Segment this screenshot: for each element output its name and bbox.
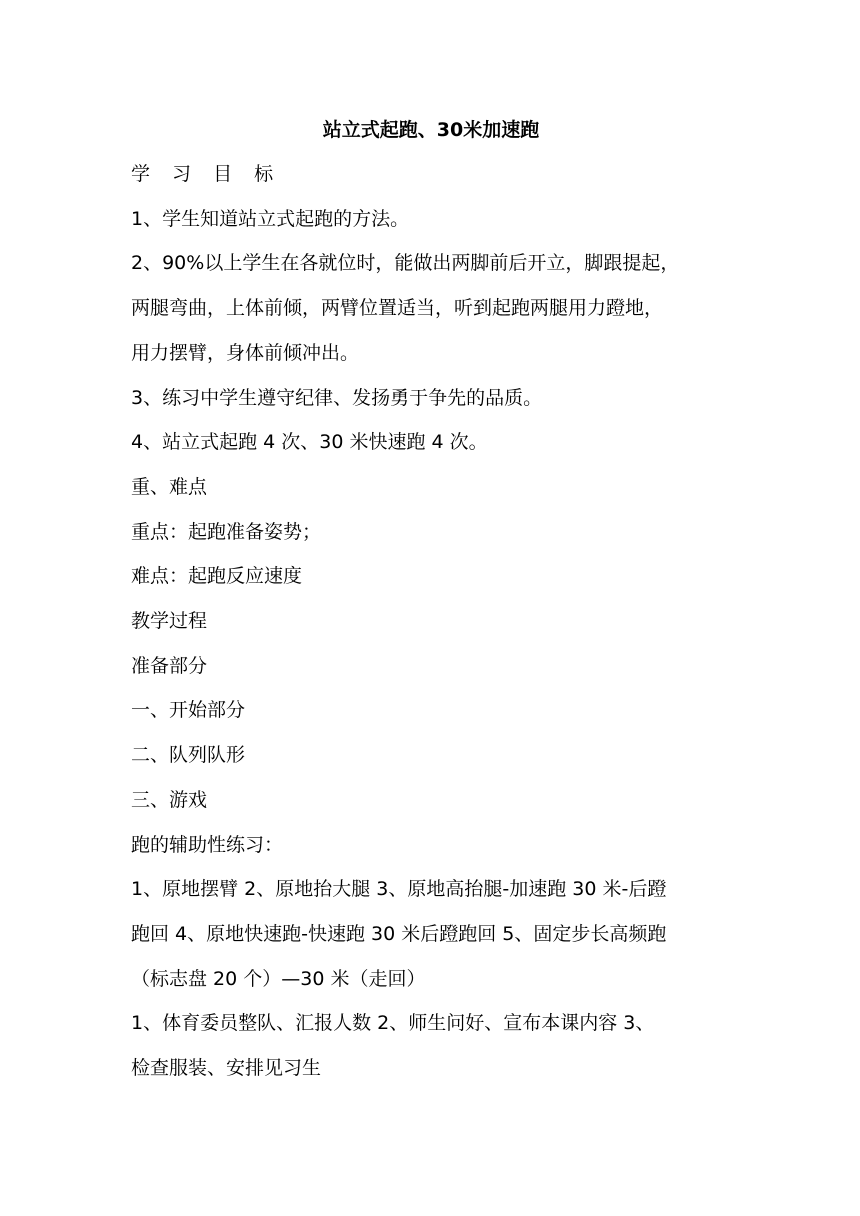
routine-list [131, 1001, 731, 1090]
objective-item-1: 1、学生知道站立式起跑的方法。 [131, 207, 410, 230]
objective-item-2-line: 用力摆臂，身体前倾冲出。 [131, 341, 360, 364]
objective-item-3: 3、练习中学生遵守纪律、发扬勇于争先的品质。 [131, 386, 543, 409]
keypoint-text: 重点：起跑准备姿势； [131, 520, 322, 543]
objective-item-2-line: 两腿弯曲，上体前倾，两臂位置适当，听到起跑两腿用力蹬地， [131, 297, 664, 320]
routine-line: 检查服装、安排见习生 [131, 1057, 322, 1080]
objective-item-4: 4、站立式起跑 4 次、30 米快速跑 4 次。 [131, 431, 488, 454]
keypoints-heading: 重、难点 [131, 475, 208, 498]
document-title: 站立式起跑、30米加速跑 [322, 119, 540, 141]
aux-practice-line: 1、原地摆臂 2、原地抬大腿 3、原地高抬腿-加速跑 30 米-后蹬 [131, 878, 667, 901]
aux-practice-line: 跑回 4、原地快速跑-快速跑 30 米后蹬跑回 5、固定步长高频跑 [131, 922, 667, 945]
document-body [131, 108, 731, 1091]
objective-item-2 [131, 241, 731, 375]
routine-line: 1、体育委员整队、汇报人数 2、师生问好、宣布本课内容 3、 [131, 1012, 655, 1035]
aux-practice-list [131, 867, 731, 1001]
objective-item-2-line: 2、90%以上学生在各就位时，能做出两脚前后开立，脚跟提起， [131, 252, 680, 275]
section-start: 一、开始部分 [131, 699, 246, 722]
section-game: 三、游戏 [131, 788, 208, 811]
process-heading: 教学过程 [131, 610, 208, 633]
prep-heading: 准备部分 [131, 654, 208, 677]
section-formation: 二、队列队形 [131, 744, 246, 767]
aux-practice-heading: 跑的辅助性练习： [131, 833, 284, 856]
difficulty-text: 难点：起跑反应速度 [131, 565, 303, 588]
objectives-heading: 学 习 目 标 [131, 163, 282, 185]
aux-practice-line: （标志盘 20 个）—30 米（走回） [131, 967, 426, 990]
